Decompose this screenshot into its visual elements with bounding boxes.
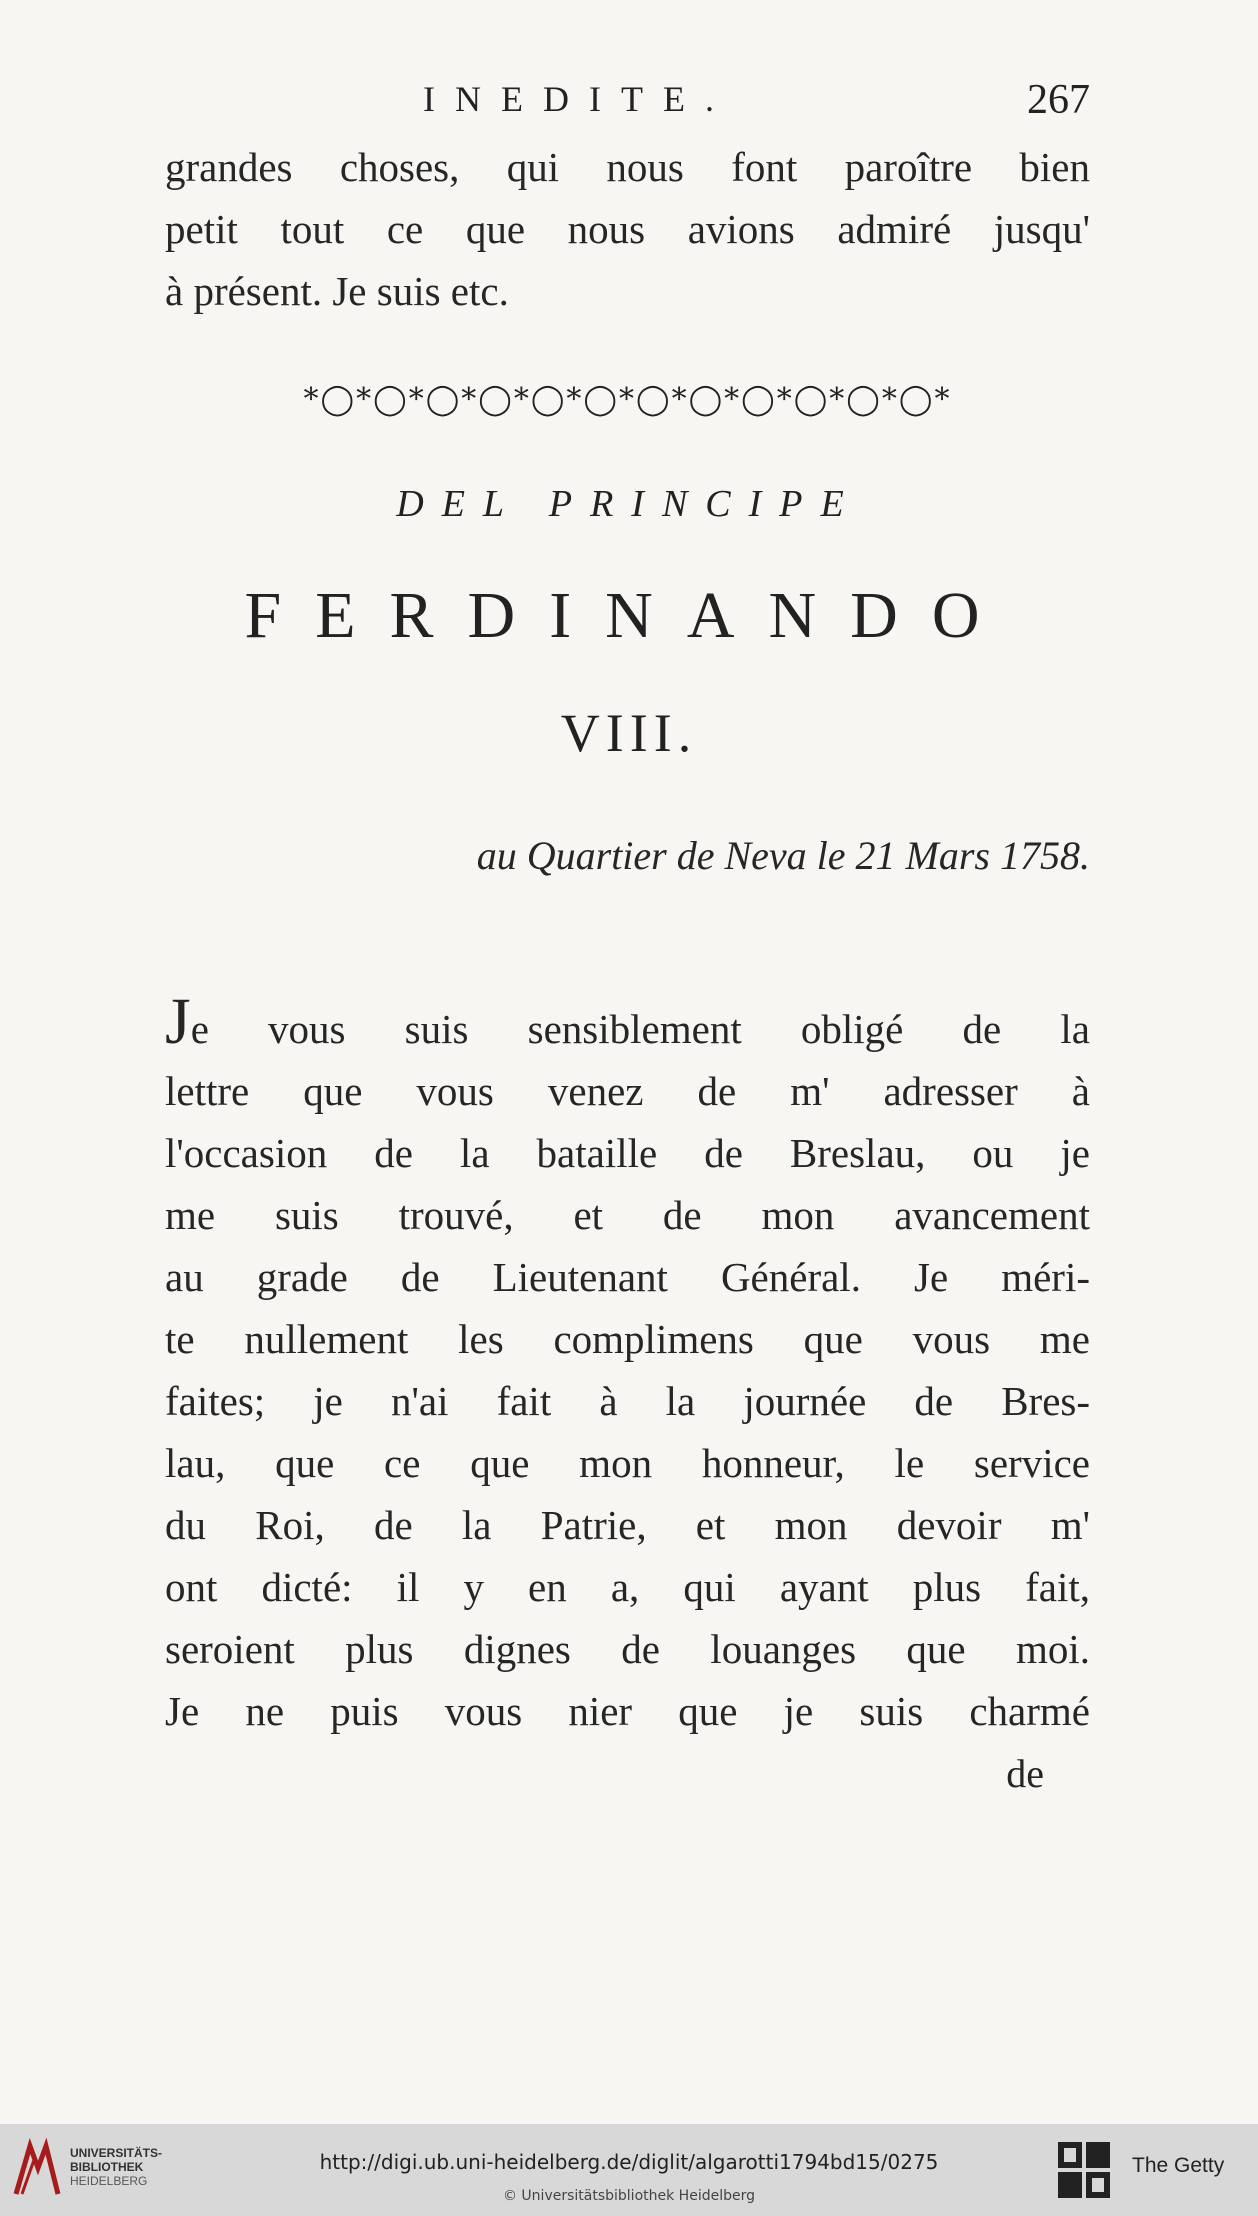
text-line: du Roi, de la Patrie, et mon devoir m' (165, 1502, 1090, 1548)
partner-name: The Getty (1132, 2154, 1225, 2177)
text-line: faites; je n'ai fait à la journée de Bres- (165, 1378, 1090, 1424)
letter-body (165, 985, 1090, 1742)
getty-logo-icon (1058, 2142, 1110, 2198)
viewer-footer (0, 2124, 1258, 2216)
permalink-url[interactable]: http://digi.ub.uni-heidelberg.de/diglit/algarotti1794bd15/0275 (319, 2150, 939, 2174)
institution-name: UNIVERSITÄTS- BIBLIOTHEK HEIDELBERG (70, 2146, 163, 2188)
text-line: lau, que ce que mon honneur, le service (165, 1440, 1090, 1486)
text-line: me suis trouvé, et de mon avancement (165, 1192, 1090, 1238)
continued-letter-text (165, 136, 1090, 322)
text-line: à présent. Je suis etc. (165, 268, 509, 314)
running-head: INEDITE. (423, 79, 734, 119)
text-line: seroient plus dignes de louanges que moi. (165, 1626, 1090, 1672)
text-line: au grade de Lieutenant Général. Je méri- (165, 1254, 1090, 1300)
letter-heading-name: FERDINANDO (244, 579, 1014, 652)
text-line: lettre que vous venez de m' adresser à (165, 1068, 1090, 1114)
text-line: l'occasion de la bataille de Breslau, ou je (165, 1130, 1090, 1176)
page-header (165, 78, 1090, 128)
catchword: de (1006, 1751, 1044, 1796)
drop-cap: J (165, 985, 191, 1058)
first-line-text: e vous suis sensiblement obligé de la (190, 1006, 1090, 1052)
ornament-rule: *◯*◯*◯*◯*◯*◯*◯*◯*◯*◯*◯*◯* (303, 382, 952, 417)
letter-heading-from: DEL PRINCIPE (396, 483, 862, 525)
dateline: au Quartier de Neva le 21 Mars 1758. (476, 833, 1090, 878)
copyright-notice: © Universitätsbibliothek Heidelberg (502, 2188, 755, 2204)
text-line: Je ne puis vous nier que je suis charmé (165, 1688, 1090, 1734)
page-number: 267 (1027, 77, 1090, 123)
text-line: te nullement les complimens que vous me (165, 1316, 1090, 1362)
text-line: petit tout ce que nous avions admiré jusqu' (165, 206, 1090, 252)
first-line (165, 985, 1090, 1060)
text-line: ont dicté: il y en a, qui ayant plus fait, (165, 1564, 1090, 1610)
text-line: grandes choses, qui nous font paroître bien (165, 144, 1090, 190)
letter-number: VIII. (560, 703, 698, 763)
